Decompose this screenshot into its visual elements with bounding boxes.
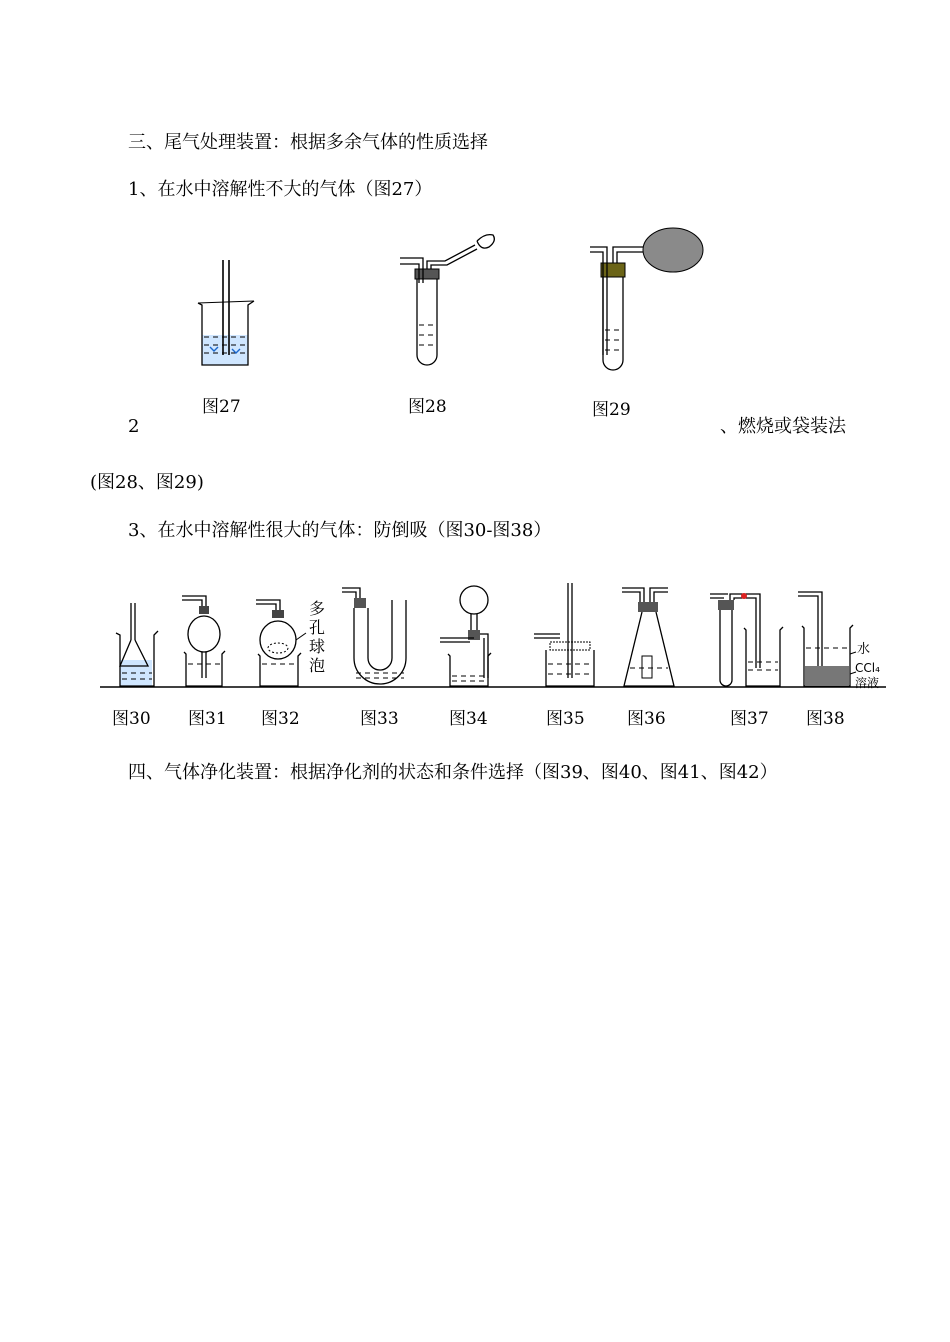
item2-suffix: 、燃烧或袋装法 xyxy=(720,416,846,437)
figure-32-label-2: 孔 xyxy=(309,618,326,637)
figure-37-tube-and-beaker xyxy=(710,593,783,686)
figure-29-test-tube-bag xyxy=(585,225,710,375)
figure-32-porous-bulb-flask xyxy=(256,600,306,686)
apparatus-row-figures-30-38 xyxy=(98,578,888,693)
figure-32-label-4: 泡 xyxy=(309,656,326,675)
figure-32-caption: 图32 xyxy=(261,709,300,729)
figure-38-water-label: 水 xyxy=(857,642,871,657)
figure-32-label-3: 球 xyxy=(309,637,326,656)
item2-ref: (图28、图29) xyxy=(90,472,204,493)
figure-30-funnel-beaker xyxy=(116,603,158,686)
figure-33-caption: 图33 xyxy=(360,709,399,729)
figure-31-bulb-beaker xyxy=(182,596,225,686)
section4-heading: 四、气体净化装置：根据净化剂的状态和条件选择（图39、图40、图41、图42） xyxy=(128,762,778,783)
figure-32-label-1: 多 xyxy=(309,599,326,618)
figure-30-caption: 图30 xyxy=(112,709,151,729)
figure-38-caption: 图38 xyxy=(806,709,845,729)
section3-heading: 三、尾气处理装置：根据多余气体的性质选择 xyxy=(128,132,488,153)
figure-34-inverted-bulb xyxy=(440,586,491,686)
figure-36-conical-flask xyxy=(622,588,674,686)
figure-36-caption: 图36 xyxy=(627,709,666,729)
item2-prefix: 2 xyxy=(128,416,140,437)
figure-37-caption: 图37 xyxy=(730,709,769,729)
figure-35-bottle xyxy=(534,583,594,686)
figure-29-caption: 图29 xyxy=(592,400,631,420)
item1-text: 1、在水中溶解性不大的气体（图27） xyxy=(128,179,433,200)
figure-38-solution-label: 溶液 xyxy=(855,676,880,690)
figure-28-test-tube-burn xyxy=(395,225,505,375)
figure-27-caption: 图27 xyxy=(202,397,241,417)
figure-34-caption: 图34 xyxy=(449,709,488,729)
item3-text: 3、在水中溶解性很大的气体：防倒吸（图30-图38） xyxy=(128,520,552,541)
figure-33-u-tube xyxy=(342,588,406,684)
figure-28-caption: 图28 xyxy=(408,397,447,417)
figure-35-caption: 图35 xyxy=(546,709,585,729)
figure-27-beaker xyxy=(190,255,270,375)
figure-31-caption: 图31 xyxy=(188,709,227,729)
figure-38-ccl4-label: CCl₄ xyxy=(855,661,880,675)
figure-38-ccl4-beaker xyxy=(798,592,856,686)
